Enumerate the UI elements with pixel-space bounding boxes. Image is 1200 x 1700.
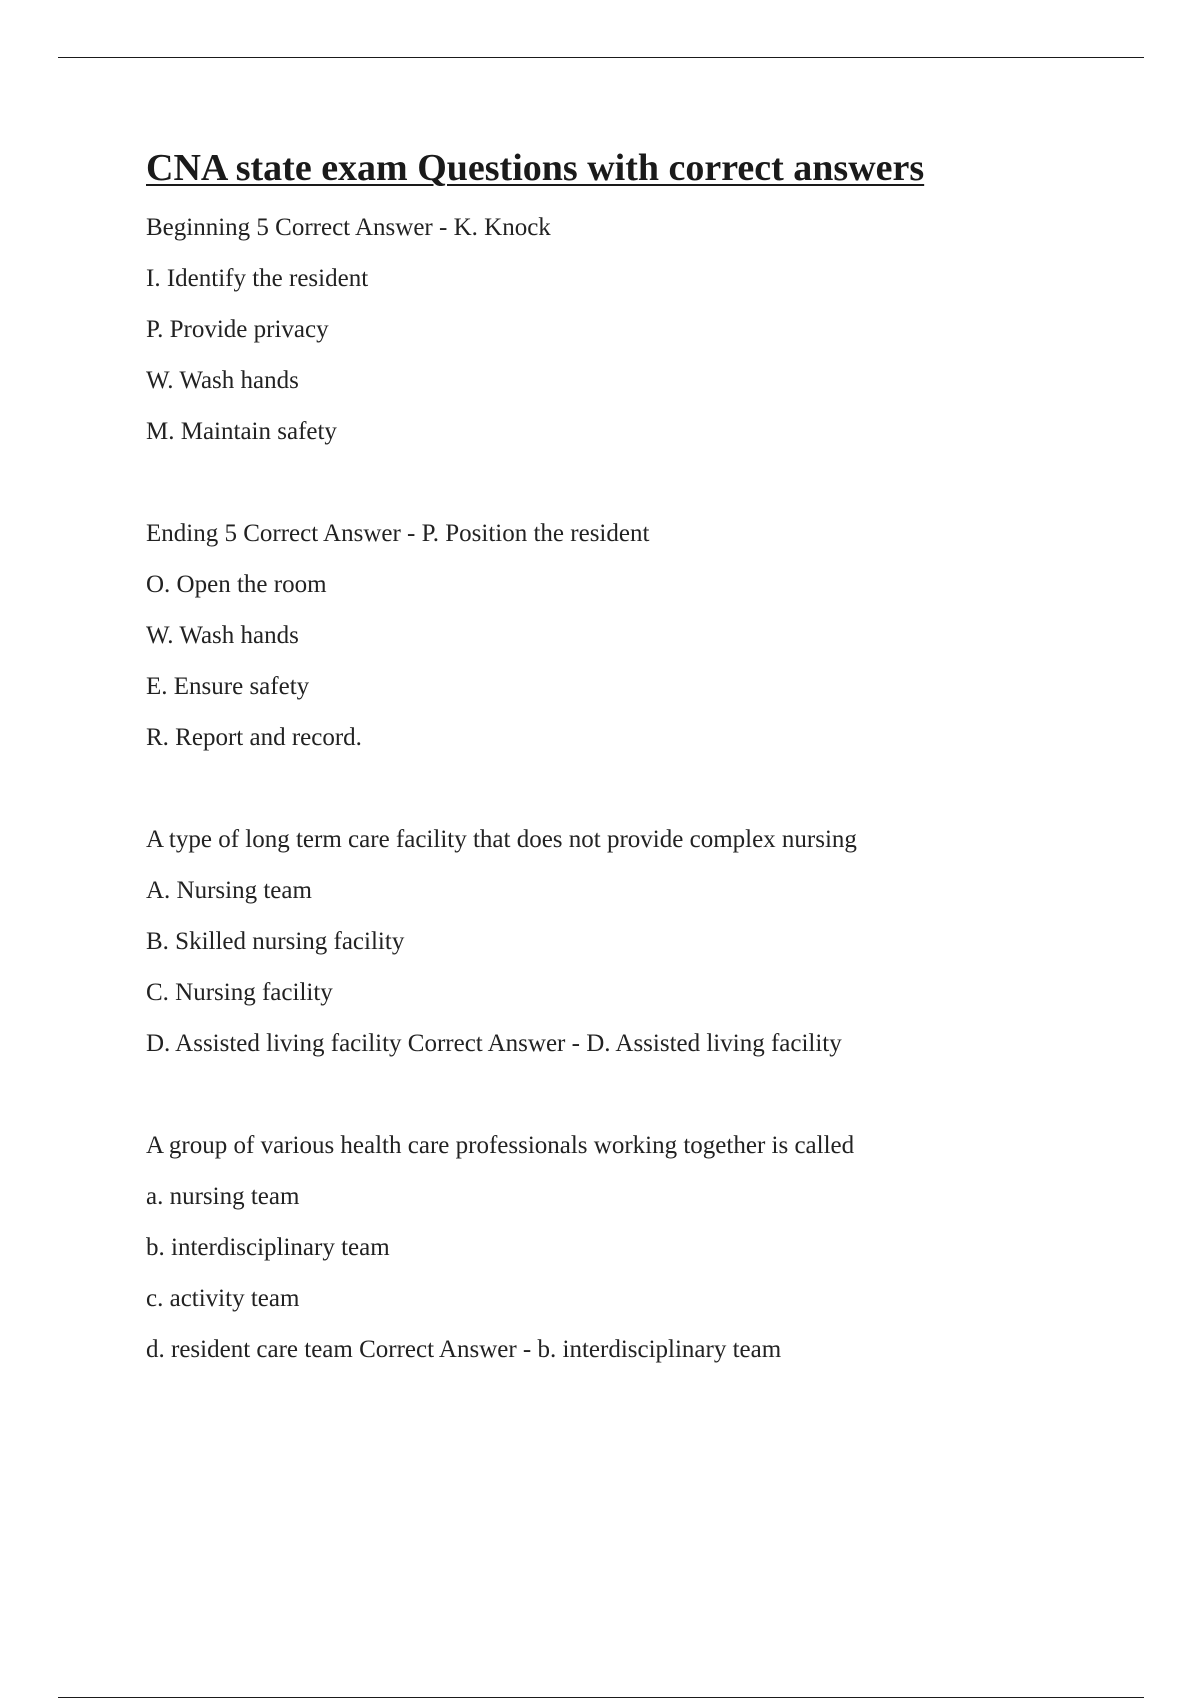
document-body	[146, 140, 1106, 1375]
footer-rule	[58, 1697, 1144, 1698]
answer-line: O. Open the room	[146, 571, 327, 598]
option-line: a. nursing team	[146, 1183, 300, 1210]
answer-line: W. Wash hands	[146, 367, 299, 394]
answer-line: M. Maintain safety	[146, 418, 337, 445]
option-line: c. activity team	[146, 1285, 300, 1312]
question-block-beginning-5	[146, 202, 1106, 457]
header-rule	[58, 57, 1144, 58]
option-line: A. Nursing team	[146, 877, 312, 904]
question-line: A group of various health care professionals working together is called	[146, 1132, 855, 1159]
document-title: CNA state exam Questions with correct answers	[146, 147, 925, 189]
option-line: D. Assisted living facility Correct Answer - D. Assisted living facility	[146, 1030, 842, 1057]
question-line: Beginning 5 Correct Answer - K. Knock	[146, 214, 551, 241]
question-line: Ending 5 Correct Answer - P. Position the resident	[146, 520, 650, 547]
question-block-ending-5	[146, 508, 1106, 763]
answer-line: P. Provide privacy	[146, 316, 329, 343]
question-block-health-care-team	[146, 1120, 1106, 1375]
answer-line: R. Report and record.	[146, 724, 362, 751]
answer-line: I. Identify the resident	[146, 265, 369, 292]
option-line: C. Nursing facility	[146, 979, 333, 1006]
option-line: B. Skilled nursing facility	[146, 928, 405, 955]
answer-line: W. Wash hands	[146, 622, 299, 649]
question-block-long-term-care	[146, 814, 1106, 1069]
answer-line: E. Ensure safety	[146, 673, 310, 700]
option-line: b. interdisciplinary team	[146, 1234, 390, 1261]
question-line: A type of long term care facility that does not provide complex nursing	[146, 826, 857, 853]
option-line: d. resident care team Correct Answer - b. interdisciplinary team	[146, 1336, 782, 1363]
